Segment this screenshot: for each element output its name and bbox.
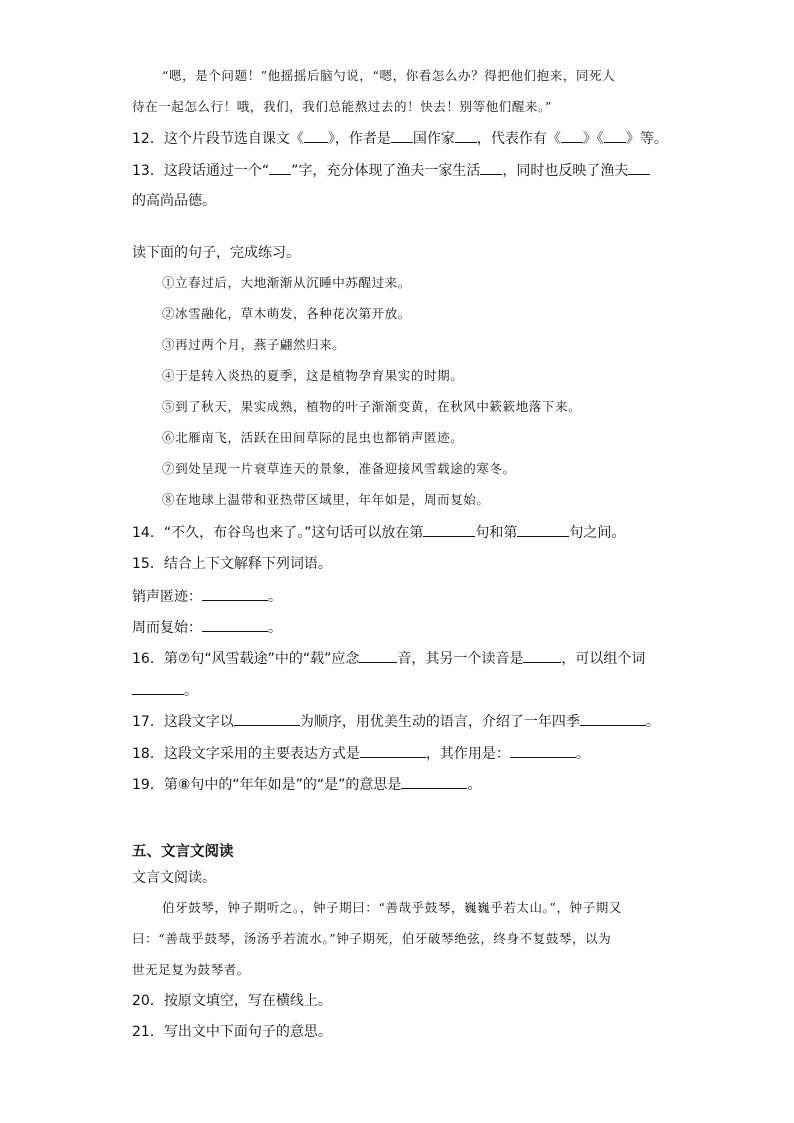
question-number: 18．: [132, 746, 164, 762]
answer-blank[interactable]: [561, 128, 583, 143]
reading-instruction: 读下面的句子，完成练习。: [132, 245, 300, 261]
answer-blank[interactable]: [401, 774, 467, 789]
answer-blank[interactable]: [604, 128, 626, 143]
answer-blank[interactable]: [304, 128, 328, 143]
question-18: 18．这段文字采用的主要表达方式是 ，其作用是： 。: [132, 743, 590, 764]
question-number: 16．: [132, 651, 164, 667]
question-number: 12．: [132, 131, 164, 147]
answer-blank[interactable]: [234, 711, 300, 726]
question-number: 17．: [132, 714, 164, 730]
section-heading: 五、文言文阅读: [132, 844, 234, 860]
sentence-3: ③再过两个月，燕子翩然归来。: [162, 337, 346, 352]
question-17: 17．这段文字以 为顺序，用优美生动的语言，介绍了一年四季 。: [132, 711, 660, 732]
answer-blank[interactable]: [202, 617, 268, 632]
classical-line-2: 曰：“善哉乎鼓琴，汤汤乎若流水。”钟子期死，伯牙破琴绝弦，终身不复鼓琴，以为: [132, 931, 612, 946]
sentence-5: ⑤到了秋天，果实成熟，植物的叶子渐渐变黄，在秋风中簌簌地落下来。: [162, 399, 582, 414]
sentence-6: ⑥北雁南飞，活跃在田间草际的昆虫也都销声匿迹。: [162, 430, 464, 445]
term-zhouerfushi: 周而复始： 。: [132, 617, 282, 638]
answer-blank[interactable]: [391, 128, 413, 143]
answer-blank[interactable]: [455, 128, 477, 143]
answer-blank[interactable]: [132, 680, 184, 695]
sentence-4: ④于是转入炎热的夏季，这是植物孕育果实的时期。: [162, 368, 464, 383]
question-14: 14．“不久，布谷鸟也来了。”这句话可以放在第 句和第 句之间。: [132, 522, 625, 543]
answer-blank[interactable]: [359, 648, 397, 663]
term-xiaoshengniji: 销声匿迹： 。: [132, 586, 282, 607]
question-number: 13．: [132, 163, 164, 179]
question-13-line-2: 的高尚品德。: [132, 193, 216, 209]
question-number: 21．: [132, 1024, 164, 1040]
answer-blank[interactable]: [523, 648, 561, 663]
question-number: 19．: [132, 777, 164, 793]
question-number: 20．: [132, 993, 164, 1009]
answer-blank[interactable]: [480, 160, 502, 175]
answer-blank[interactable]: [269, 160, 291, 175]
answer-blank[interactable]: [510, 743, 576, 758]
answer-blank[interactable]: [202, 586, 268, 601]
sentence-1: ①立春过后，大地渐渐从沉睡中苏醒过来。: [162, 275, 411, 290]
passage-line-1: “嗯，是个问题！”他摇摇后脑勺说，“嗯，你看怎么办？得把他们抱来，同死人: [162, 68, 616, 83]
classical-line-1: 伯牙鼓琴，钟子期听之。，钟子期曰：“善哉乎鼓琴，巍巍乎若太山。”，钟子期又: [162, 900, 622, 915]
question-16-line-2: 。: [132, 680, 198, 701]
answer-blank[interactable]: [517, 522, 569, 537]
sentence-8: ⑧在地球上温带和亚热带区域里，年年如是，周而复始。: [162, 492, 490, 507]
question-number: 15．: [132, 556, 164, 572]
answer-blank[interactable]: [360, 743, 426, 758]
question-21: 21．写出文中下面句子的意思。: [132, 1024, 332, 1040]
classical-line-3: 世无足复为鼓琴者。: [132, 962, 250, 977]
answer-blank[interactable]: [628, 160, 650, 175]
question-20: 20．按原文填空，写在横线上。: [132, 993, 332, 1009]
question-16: 16．第⑦句“风雪载途”中的“载”应念 音，其另一个读音是 ，可以组个词: [132, 648, 645, 669]
question-15: 15．结合上下文解释下列词语。: [132, 556, 332, 572]
question-13: 13．这段话通过一个“ ”字，充分体现了渔夫一家生活 ，同时也反映了渔夫: [132, 160, 650, 181]
sentence-2: ②冰雪融化，草木萌发，各种花次第开放。: [162, 306, 411, 321]
sentence-7: ⑦到处呈现一片衰草连天的景象，准备迎接风雪载途的寒冬。: [162, 461, 516, 476]
section-intro: 文言文阅读。: [132, 870, 216, 886]
passage-line-2: 待在一起怎么行！哦，我们，我们总能熬过去的！快去！别等他们醒来。”: [132, 99, 552, 114]
question-12: 12．这个片段节选自课文《 》，作者是 国作家 ，代表作有《 》《 》等。: [132, 128, 668, 149]
answer-blank[interactable]: [423, 522, 475, 537]
question-19: 19．第⑧句中的“年年如是”的“是”的意思是 。: [132, 774, 481, 795]
question-number: 14．: [132, 525, 164, 541]
answer-blank[interactable]: [580, 711, 646, 726]
